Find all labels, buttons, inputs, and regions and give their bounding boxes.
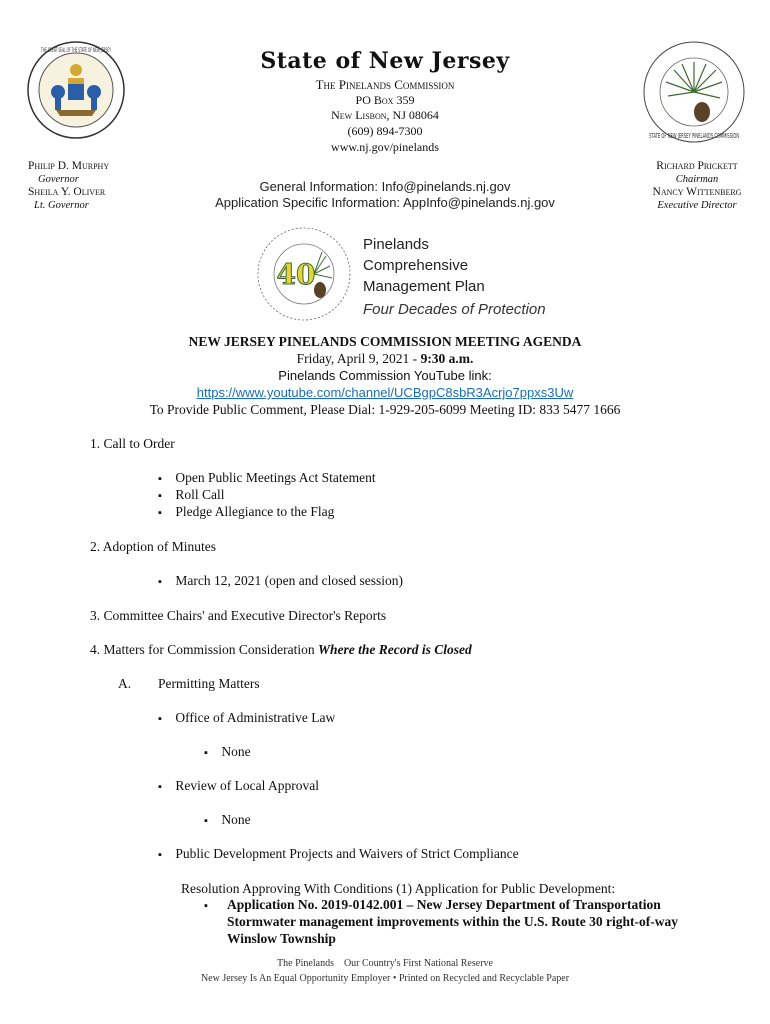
- pcmp-tagline: Four Decades of Protection: [363, 301, 546, 318]
- footer-motto: The Pinelands Our Country's First National Reserve: [277, 958, 493, 969]
- item-matters-emphasis: Where the Record is Closed: [317, 642, 472, 657]
- general-info-email: General Information: Info@pinelands.nj.gov: [259, 179, 511, 194]
- executive-director-name: Nancy Wittenberg: [652, 186, 742, 198]
- list-item-label: Pledge Allegiance to the Flag: [175, 504, 335, 519]
- list-item: [158, 487, 225, 503]
- list-item-label: Public Development Projects and Waivers of Strict Compliance: [175, 846, 519, 861]
- list-item: [158, 846, 519, 862]
- state-title: State of New Jersey: [260, 48, 510, 74]
- list-item-label: None: [221, 812, 251, 827]
- bullet-icon: ▪: [158, 576, 162, 588]
- meeting-date: [0, 351, 770, 367]
- list-item-label: Office of Administrative Law: [175, 710, 336, 725]
- pcmp-line-2: Comprehensive: [363, 257, 469, 274]
- pcmp-title: [363, 234, 546, 320]
- resolution-heading: Resolution Approving With Conditions (1) Application for Public Development:: [181, 881, 616, 896]
- lt-governor-name: Sheila Y. Oliver: [28, 186, 106, 198]
- bullet-icon: ▪: [158, 490, 162, 502]
- list-item: [204, 812, 251, 828]
- meeting-time: 9:30 a.m.: [420, 351, 474, 366]
- executive-director-title: Executive Director: [657, 200, 737, 211]
- bullet-icon: ▪: [158, 473, 162, 485]
- item-matters-label: 4. Matters for Commission Consideration: [90, 642, 318, 657]
- list-item-label: Review of Local Approval: [175, 778, 319, 793]
- seal-text: THE GREAT SEAL OF THE STATE OF NEW JERSEY: [40, 47, 112, 54]
- bullet-icon: ▪: [158, 781, 162, 793]
- item-adoption-of-minutes: 2. Adoption of Minutes: [90, 539, 217, 554]
- item-matters-for-consideration: [90, 642, 472, 658]
- bullet-icon: ▪: [204, 747, 208, 759]
- phone: (609) 894-7300: [347, 124, 423, 138]
- list-item-label: None: [221, 744, 251, 759]
- website[interactable]: www.nj.gov/pinelands: [331, 140, 439, 154]
- list-item-label: Open Public Meetings Act Statement: [175, 470, 376, 485]
- bullet-icon: ▪: [158, 849, 162, 861]
- list-item: [158, 778, 319, 794]
- list-item: [158, 573, 403, 589]
- dial-in-info: To Provide Public Comment, Please Dial: 1-929-205-6099 Meeting ID: 833 5477 1666: [149, 402, 621, 417]
- po-box: PO Box 359: [355, 93, 415, 107]
- bullet-icon: ▪: [204, 900, 208, 912]
- list-item: [158, 710, 335, 726]
- application-line-3: Winslow Township: [227, 931, 336, 946]
- youtube-label: Pinelands Commission YouTube link:: [278, 368, 492, 383]
- item-reports: 3. Committee Chairs' and Executive Director's Reports: [90, 608, 387, 623]
- list-item: [158, 504, 334, 520]
- forty-number: 40: [276, 258, 316, 291]
- commission-name: The Pinelands Commission: [315, 77, 455, 92]
- list-item-label: March 12, 2021 (open and closed session): [175, 573, 403, 588]
- list-item-label: Roll Call: [175, 487, 225, 502]
- item-call-to-order: 1. Call to Order: [90, 436, 175, 451]
- lt-governor-title: Lt. Governor: [34, 200, 89, 211]
- chairman-name: Richard Prickett: [656, 160, 738, 172]
- bullet-icon: ▪: [158, 507, 162, 519]
- city-address: New Lisbon, NJ 08064: [331, 108, 439, 122]
- seal-text: STATE OF NEW JERSEY PINELANDS COMMISSION: [649, 132, 739, 140]
- chairman-title: Chairman: [675, 174, 719, 185]
- application-info-email: Application Specific Information: AppInfo@pinelands.nj.gov: [215, 195, 555, 210]
- pcmp-line-3: Management Plan: [363, 278, 485, 295]
- bullet-icon: ▪: [204, 815, 208, 827]
- footer-equal-opportunity: New Jersey Is An Equal Opportunity Employer • Printed on Recycled and Recyclable Paper: [200, 973, 570, 984]
- list-item: [158, 470, 376, 486]
- pcmp-line-1: Pinelands: [363, 236, 429, 253]
- meeting-date-text: Friday, April 9, 2021 -: [296, 351, 421, 366]
- governor-name: Philip D. Murphy: [28, 160, 110, 172]
- bullet-icon: ▪: [158, 713, 162, 725]
- application-line-1: Application No. 2019-0142.001 – New Jersey Department of Transportation: [227, 897, 661, 912]
- youtube-link[interactable]: https://www.youtube.com/channel/UCBgpC8sbR3Acrjo7ppxs3Uw: [196, 385, 574, 400]
- section-letter: A.: [118, 676, 132, 691]
- list-item: [204, 897, 208, 913]
- section-permitting-matters: Permitting Matters: [158, 676, 260, 691]
- governor-title: Governor: [38, 174, 79, 185]
- youtube-link-wrap: [0, 385, 770, 400]
- list-item: [204, 744, 251, 760]
- application-line-2: Stormwater management improvements within the U.S. Route 30 right-of-way: [227, 914, 678, 929]
- agenda-title: NEW JERSEY PINELANDS COMMISSION MEETING AGENDA: [188, 334, 582, 349]
- forty-years-logo: [256, 226, 352, 322]
